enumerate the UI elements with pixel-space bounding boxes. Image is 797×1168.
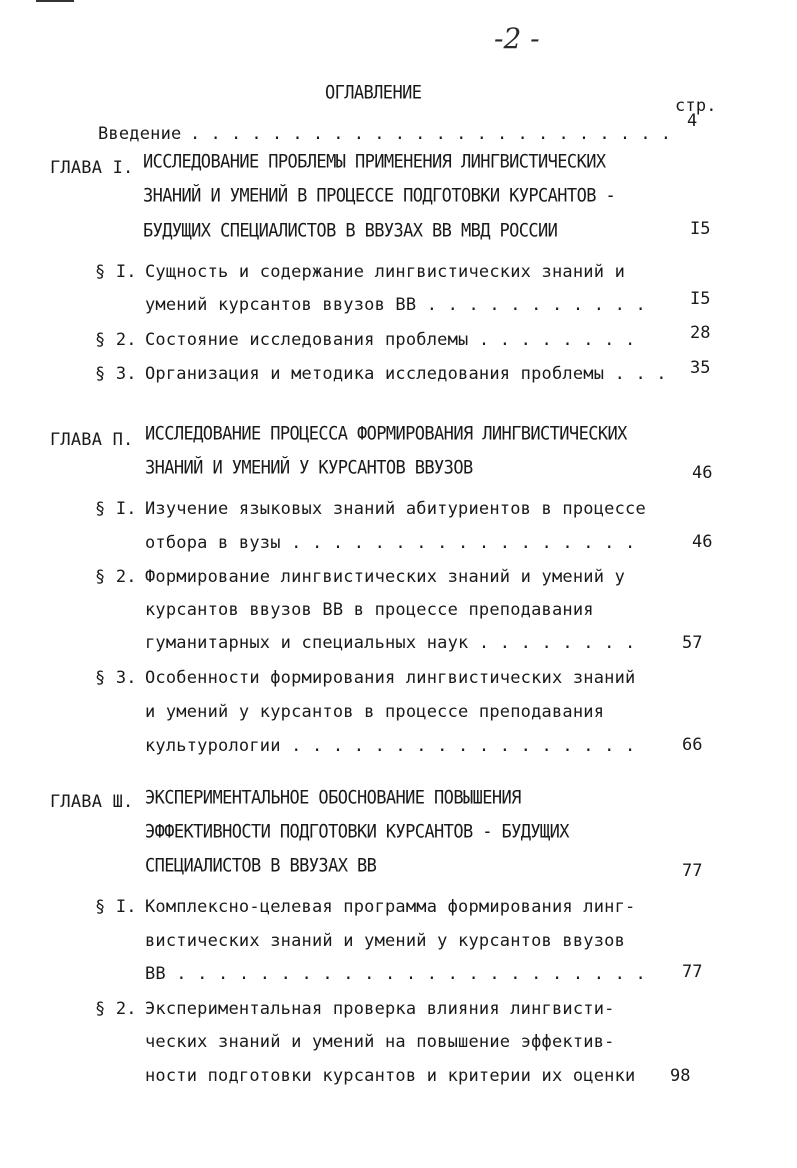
ch3-s2-num: § 2. [95, 999, 137, 1019]
scan-edge-mark [36, 0, 74, 2]
chapter-3-title-line2: ЭФФЕКТИВНОСТИ ПОДГОТОВКИ КУРСАНТОВ - БУДУЩИХ [145, 820, 569, 843]
ch2-s2-line3: гуманитарных и специальных наук . . . . . . . . [145, 633, 636, 653]
ch1-s1-line1: Сущность и содержание лингвистических знаний и [145, 262, 626, 282]
page-column-label: стр. [675, 96, 717, 116]
ch2-s2-page: 57 [682, 633, 703, 653]
ch1-s2-line1: Состояние исследования проблемы . . . . . . . . [145, 330, 636, 350]
chapter-2-prefix: ГЛАВА П. [50, 430, 134, 450]
ch2-s1-num: § I. [95, 499, 137, 519]
ch1-s2-page: 28 [690, 323, 711, 343]
ch1-s3-num: § 3. [95, 364, 137, 384]
ch2-s3-num: § 3. [95, 668, 137, 688]
ch3-s1-page: 77 [682, 962, 703, 982]
ch3-s2-line1: Экспериментальная проверка влияния лингвисти- [145, 999, 615, 1019]
ch2-s2-line2: курсантов ввузов ВВ в процессе преподавания [145, 600, 594, 620]
ch2-s2-num: § 2. [95, 567, 137, 587]
chapter-1-page: I5 [690, 219, 711, 239]
ch2-s3-line1: Особенности формирования лингвистических знаний [145, 668, 636, 688]
ch3-s1-line2: вистических знаний и умений у курсантов ввузов [145, 931, 626, 951]
ch3-s2-line3: ности подготовки курсантов и критерии их оценки [145, 1066, 636, 1086]
toc-title: ОГЛАВЛЕНИЕ [325, 81, 422, 104]
chapter-1-title-line1: ИССЛЕДОВАНИЕ ПРОБЛЕМЫ ПРИМЕНЕНИЯ ЛИНГВИСТИЧЕСКИХ [143, 150, 606, 173]
ch1-s1-num: § I. [95, 262, 137, 282]
chapter-3-prefix: ГЛАВА Ш. [50, 792, 134, 812]
chapter-3-page: 77 [682, 861, 703, 881]
chapter-2-page: 46 [692, 463, 713, 483]
ch2-s3-line3: культурологии . . . . . . . . . . . . . . . . . [145, 736, 636, 756]
handwritten-page-number: -2 - [494, 22, 540, 55]
ch3-s1-num: § I. [95, 897, 137, 917]
intro-dots: . . . . . . . . . . . . . . . . . . . . . . . . [190, 124, 672, 144]
ch1-s3-page: 35 [690, 358, 711, 378]
chapter-2-title-line1: ИССЛЕДОВАНИЕ ПРОЦЕССА ФОРМИРОВАНИЯ ЛИНГВИСТИЧЕСКИХ [145, 422, 627, 445]
ch3-s2-page: 98 [670, 1066, 691, 1086]
ch1-s3-line1: Организация и методика исследования проблемы . . . [145, 364, 667, 384]
ch2-s3-line2: и умений у курсантов в процессе преподавания [145, 702, 605, 722]
ch2-s1-line1: Изучение языковых знаний абитуриентов в процессе [145, 499, 646, 519]
ch3-s1-line3: ВВ . . . . . . . . . . . . . . . . . . . . . . . [145, 964, 646, 984]
ch3-s2-line2: ческих знаний и умений на повышение эффектив- [145, 1032, 615, 1052]
ch2-s1-line2: отбора в вузы . . . . . . . . . . . . . . . . . [145, 533, 636, 553]
intro-page: 4 [687, 111, 698, 131]
chapter-2-title-line2: ЗНАНИЙ И УМЕНИЙ У КУРСАНТОВ ВВУЗОВ [145, 456, 473, 479]
ch1-s2-num: § 2. [95, 330, 137, 350]
ch1-s1-line2: умений курсантов ввузов ВВ . . . . . . . . . . . [145, 295, 646, 315]
ch3-s1-line1: Комплексно-целевая программа формирования линг- [145, 897, 636, 917]
intro-label: Введение [98, 124, 182, 144]
ch2-s2-line1: Формирование лингвистических знаний и умений у [145, 567, 626, 587]
ch2-s1-page: 46 [692, 532, 713, 552]
chapter-3-title-line3: СПЕЦИАЛИСТОВ В ВВУЗАХ ВВ [145, 854, 377, 877]
chapter-1-title-line3: БУДУЩИХ СПЕЦИАЛИСТОВ В ВВУЗАХ ВВ МВД РОССИИ [143, 219, 558, 242]
ch1-s1-page: I5 [690, 289, 711, 309]
chapter-1-title-line2: ЗНАНИЙ И УМЕНИЙ В ПРОЦЕССЕ ПОДГОТОВКИ КУРСАНТОВ - [143, 184, 616, 207]
chapter-3-title-line1: ЭКСПЕРИМЕНТАЛЬНОЕ ОБОСНОВАНИЕ ПОВЫШЕНИЯ [145, 786, 521, 809]
ch2-s3-page: 66 [682, 735, 703, 755]
chapter-1-prefix: ГЛАВА I. [50, 158, 134, 178]
